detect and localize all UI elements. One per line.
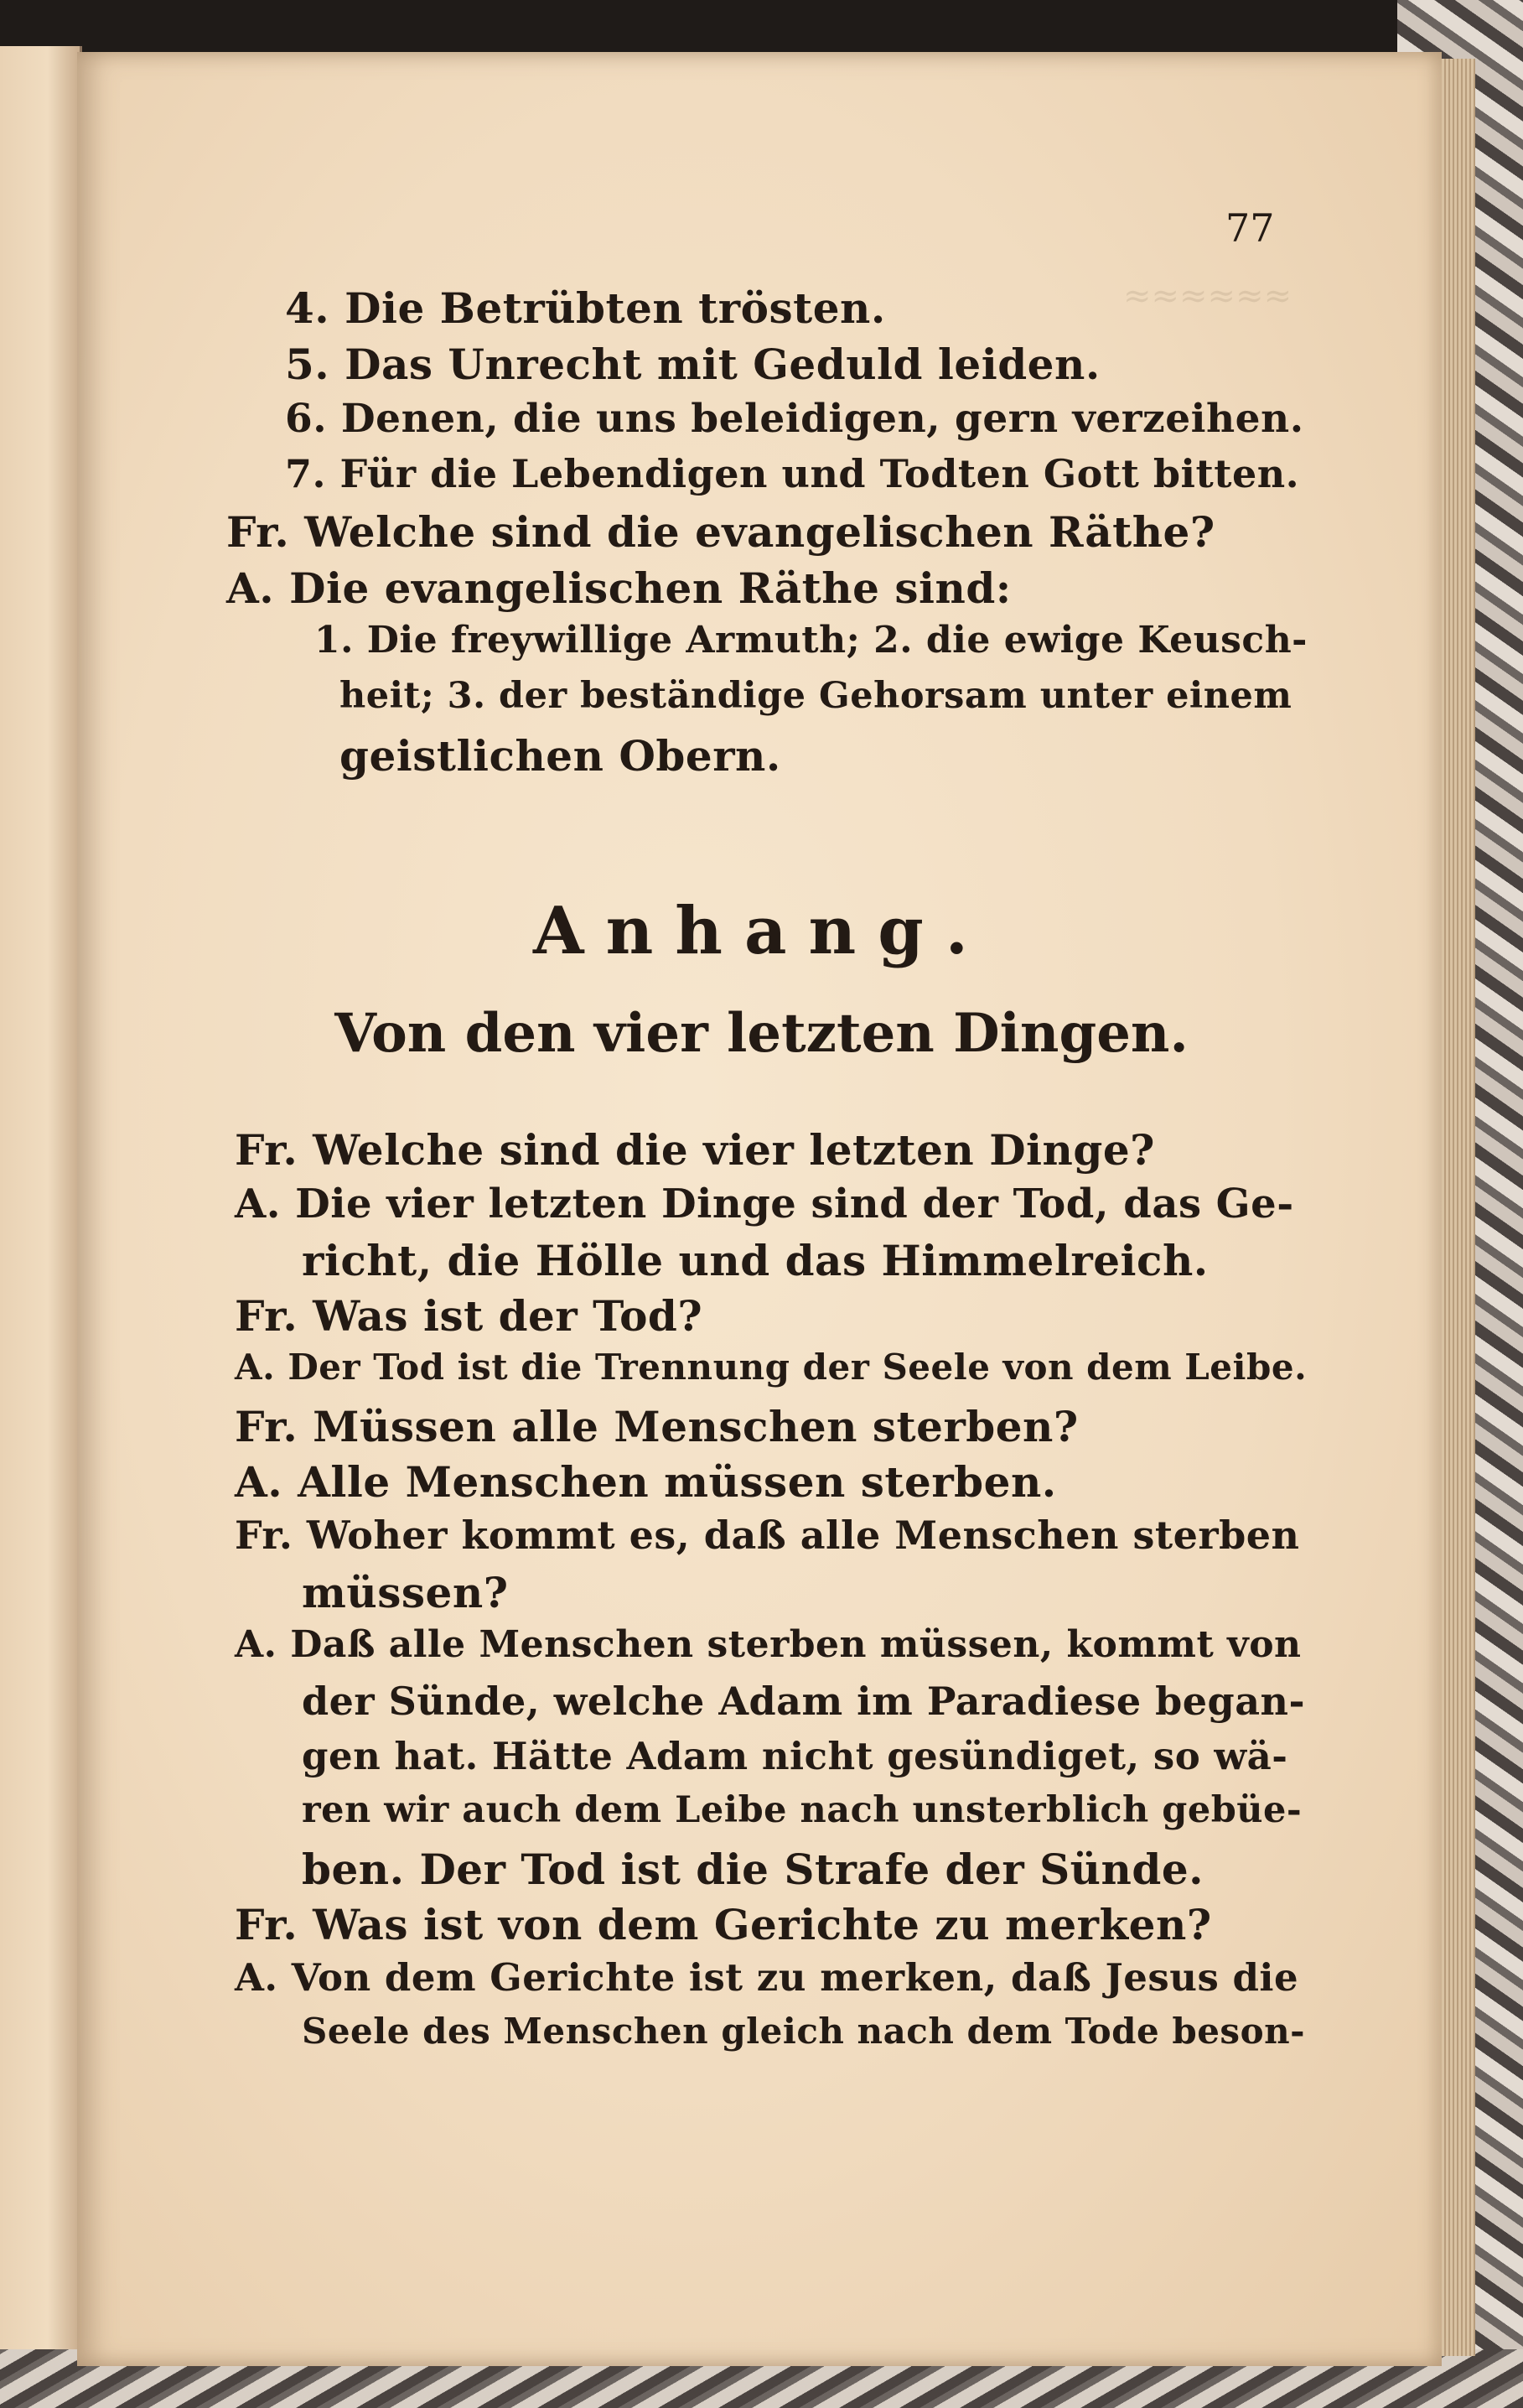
answer-line: A. Alle Menschen müssen sterben. [235, 1457, 1057, 1507]
answer-line: ben. Der Tod ist die Strafe der Sünde. [302, 1845, 1204, 1894]
question-line: Fr. Was ist der Tod? [235, 1291, 703, 1341]
answer-line: richt, die Hölle und das Himmelreich. [302, 1236, 1209, 1285]
list-item: 6. Denen, die uns beleidigen, gern verzeihen. [285, 396, 1304, 442]
question-line: Fr. Was ist von dem Gerichte zu merken? [235, 1900, 1212, 1949]
question-line: müssen? [302, 1568, 509, 1617]
bleed-through-text: ≈≈≈≈≈≈ [1123, 277, 1292, 315]
section-subheading: Von den vier letzten Dingen. [334, 1002, 1189, 1065]
answer-line: geistlichen Obern. [339, 731, 781, 781]
answer-line: A. Der Tod ist die Trennung der Seele von dem Leibe. [235, 1347, 1308, 1388]
list-item: 7. Für die Lebendigen und Todten Gott bitten. [285, 451, 1300, 496]
question-line: Fr. Welche sind die evangelischen Räthe? [226, 507, 1215, 557]
answer-line: der Sünde, welche Adam im Paradiese began- [302, 1679, 1306, 1724]
answer-line: 1. Die freywillige Armuth; 2. die ewige Keusch- [314, 619, 1308, 662]
list-item: 5. Das Unrecht mit Geduld leiden. [285, 340, 1101, 389]
left-page-edge [0, 46, 82, 2377]
scan-background [0, 0, 1523, 59]
answer-line: Seele des Menschen gleich nach dem Tode beson- [302, 2011, 1306, 2052]
answer-line: A. Daß alle Menschen sterben müssen, kommt von [235, 1623, 1302, 1666]
question-line: Fr. Woher kommt es, daß alle Menschen sterben [235, 1513, 1300, 1558]
answer-line: ren wir auch dem Leibe nach unsterblich gebüe- [302, 1789, 1303, 1831]
question-line: Fr. Müssen alle Menschen sterben? [235, 1402, 1079, 1451]
answer-line: A. Von dem Gerichte ist zu merken, daß Jesus die [235, 1955, 1299, 2000]
section-heading: Anhang. [533, 893, 990, 969]
list-item: 4. Die Betrübten trösten. [285, 283, 886, 333]
page-number: 77 [1225, 205, 1275, 251]
question-line: Fr. Welche sind die vier letzten Dinge? [235, 1125, 1155, 1175]
answer-line: gen hat. Hätte Adam nicht gesündiget, so wä- [302, 1734, 1288, 1778]
page-edges [1442, 59, 1475, 2356]
answer-line: heit; 3. der beständige Gehorsam unter einem [339, 675, 1292, 717]
answer-line: A. Die evangelischen Räthe sind: [226, 563, 1012, 613]
answer-line: A. Die vier letzten Dinge sind der Tod, das Ge- [235, 1181, 1294, 1227]
